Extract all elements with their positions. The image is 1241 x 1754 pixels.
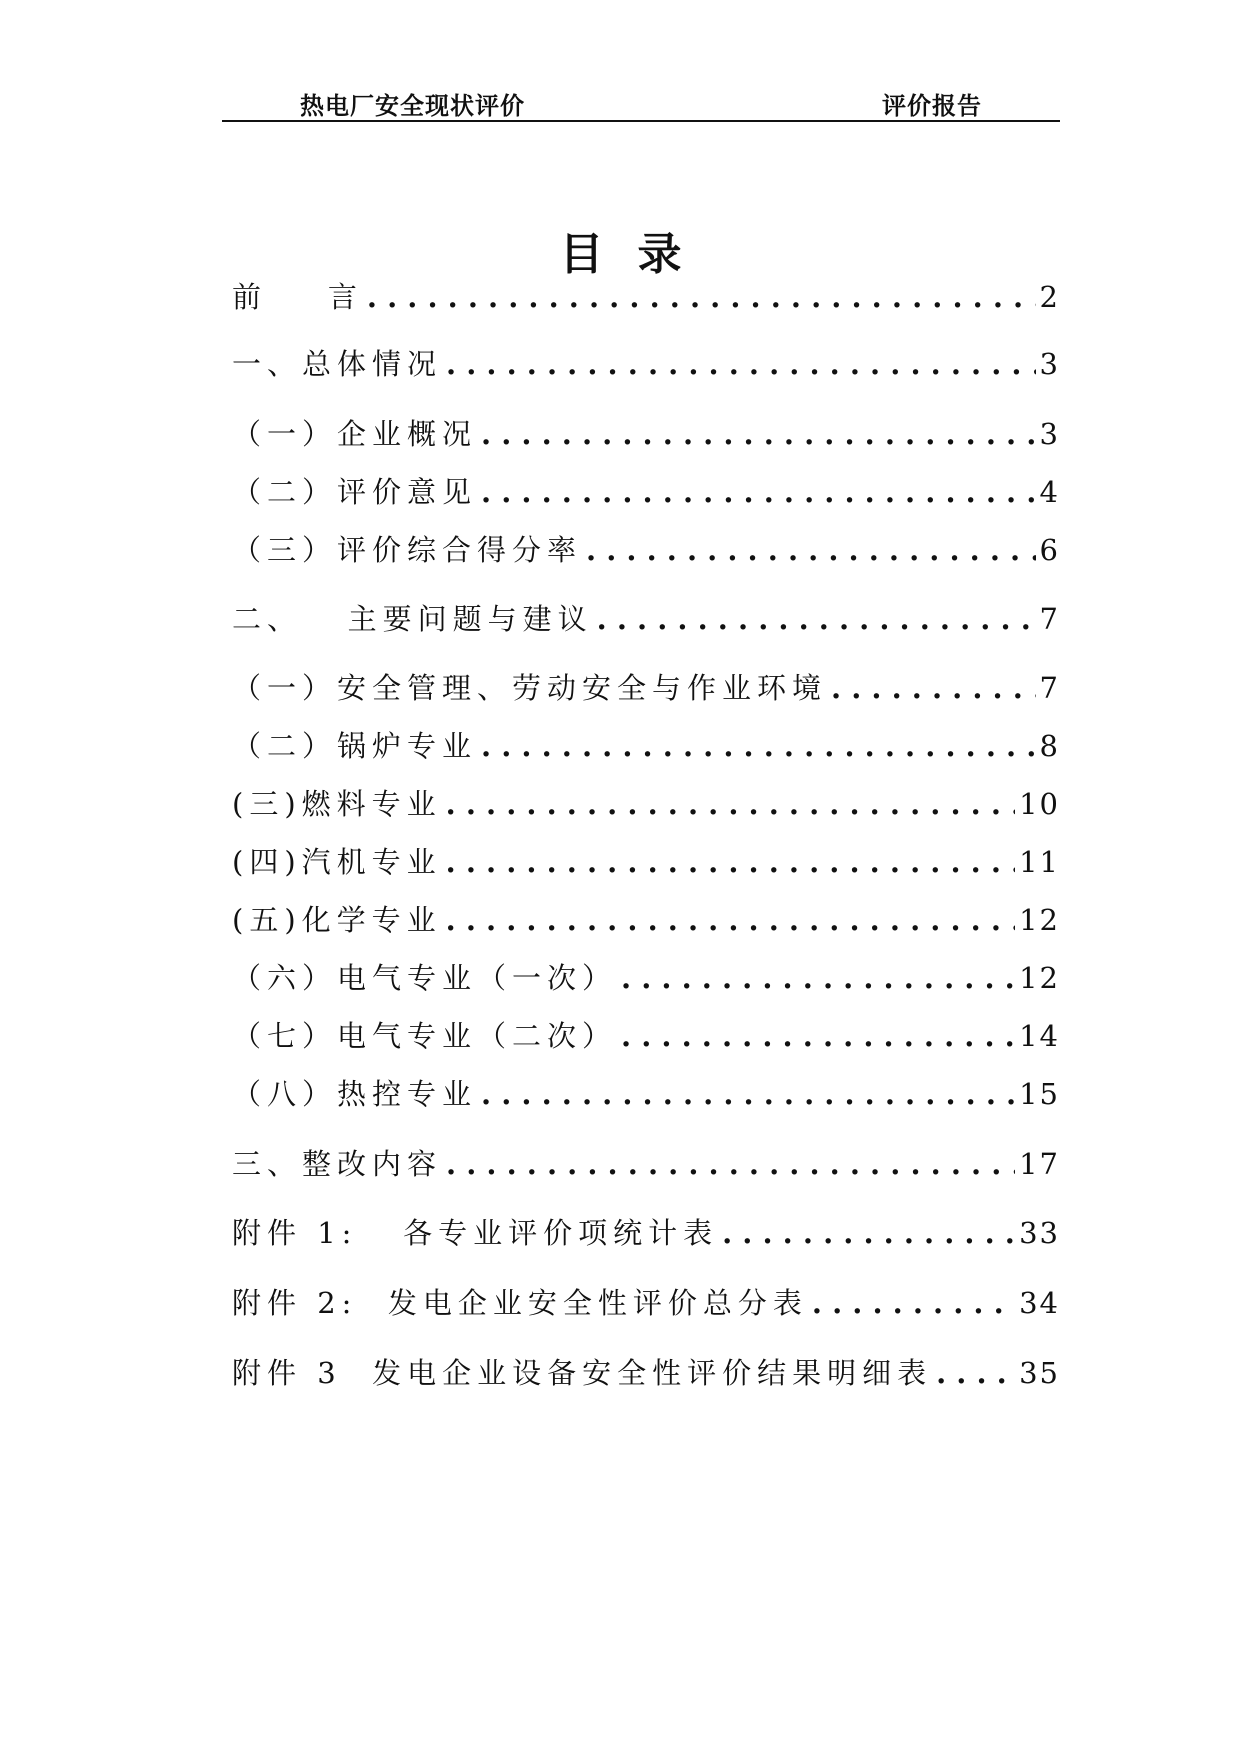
toc-entry-label: （六）电气专业（一次） [232,961,618,995]
toc-entry-turbine[interactable] [232,840,1060,880]
toc-entry-chemistry[interactable] [232,898,1060,938]
toc-leader-dots [481,475,1036,509]
toc-entry-rectification[interactable] [232,1142,1060,1182]
toc-leader-dots [446,903,1015,937]
toc-entry-score-rate[interactable] [232,528,1060,568]
toc-leader-dots [367,280,1036,314]
toc-entry-page: 33 [1019,1216,1060,1250]
toc-entry-electrical-primary[interactable] [232,956,1060,996]
toc-entry-appendix-1[interactable] [232,1211,1060,1251]
toc-entry-main-problems[interactable] [232,597,1060,637]
toc-leader-dots [446,1147,1015,1181]
toc-entry-page: 3 [1039,347,1060,381]
toc-entry-label: （二）评价意见 [232,475,478,509]
toc-leader-dots [597,602,1036,636]
toc-entry-page: 11 [1019,845,1060,879]
toc-entry-label: 前 言 [232,280,363,314]
toc-entry-page: 7 [1039,671,1060,705]
toc-leader-dots [812,1286,1015,1320]
toc-entry-fuel[interactable] [232,782,1060,822]
toc-leader-dots [831,671,1036,705]
toc-leader-dots [481,1077,1015,1111]
toc-entry-page: 12 [1019,903,1060,937]
toc-entry-page: 35 [1019,1356,1060,1390]
toc-entry-boiler[interactable] [232,724,1060,764]
toc-entry-safety-management[interactable] [232,666,1060,706]
toc-entry-page: 2 [1039,280,1060,314]
toc-entry-label: （一）安全管理、劳动安全与作业环境 [232,671,828,705]
toc-entry-label: （七）电气专业（二次） [232,1019,618,1053]
toc-entry-label: 附件 1: 各专业评价项统计表 [232,1216,719,1250]
toc-leader-dots [481,417,1036,451]
toc-entry-page: 8 [1039,729,1060,763]
toc-entry-page: 6 [1039,533,1060,567]
toc-leader-dots [722,1216,1015,1250]
toc-leader-dots [621,961,1015,995]
toc-entry-label: 一、总体情况 [232,347,443,381]
toc-entry-electrical-secondary[interactable] [232,1014,1060,1054]
page-header [222,86,1060,122]
toc-entry-page: 14 [1019,1019,1060,1053]
toc-entry-page: 3 [1039,417,1060,451]
toc-entry-label: (五)化学专业 [232,903,442,937]
toc-entry-page: 34 [1019,1286,1060,1320]
toc-entry-label: （二）锅炉专业 [232,729,478,763]
toc-leader-dots [481,729,1036,763]
toc-entry-page: 15 [1019,1077,1060,1111]
toc-leader-dots [446,787,1015,821]
toc-title [0,218,1241,282]
toc-leader-dots [446,347,1036,381]
toc-entry-label: (三)燃料专业 [232,787,442,821]
toc-entry-page: 12 [1019,961,1060,995]
toc-entry-company-profile[interactable] [232,412,1060,452]
toc-entry-label: (四)汽机专业 [232,845,442,879]
toc-entry-label: （三）评价综合得分率 [232,533,583,567]
toc-entry-label: 二、 主要问题与建议 [232,602,593,636]
toc-entry-page: 10 [1019,787,1060,821]
toc-entry-label: 三、整改内容 [232,1147,443,1181]
toc-entry-label: 附件 3 发电企业设备安全性评价结果明细表 [232,1356,933,1390]
toc-leader-dots [446,845,1015,879]
toc-entry-evaluation-opinion[interactable] [232,470,1060,510]
header-report-type: 评价报告 [882,91,982,120]
toc-title-text: 目录 [559,229,716,280]
toc-entry-thermal-control[interactable] [232,1072,1060,1112]
toc-entry-overview[interactable] [232,342,1060,382]
toc-entry-label: 附件 2: 发电企业安全性评价总分表 [232,1286,808,1320]
toc-leader-dots [936,1356,1015,1390]
header-report-subject: 热电厂安全现状评价 [300,91,525,120]
toc-entry-page: 17 [1019,1147,1060,1181]
toc-entry-label: （一）企业概况 [232,417,478,451]
toc-leader-dots [586,533,1036,567]
toc-entry-appendix-2[interactable] [232,1281,1060,1321]
toc-entry-appendix-3[interactable] [232,1351,1060,1391]
toc-entry-label: （八）热控专业 [232,1077,478,1111]
toc-entry-preface[interactable] [232,275,1060,315]
toc-entry-page: 7 [1039,602,1060,636]
toc-entry-page: 4 [1039,475,1060,509]
toc-leader-dots [621,1019,1015,1053]
